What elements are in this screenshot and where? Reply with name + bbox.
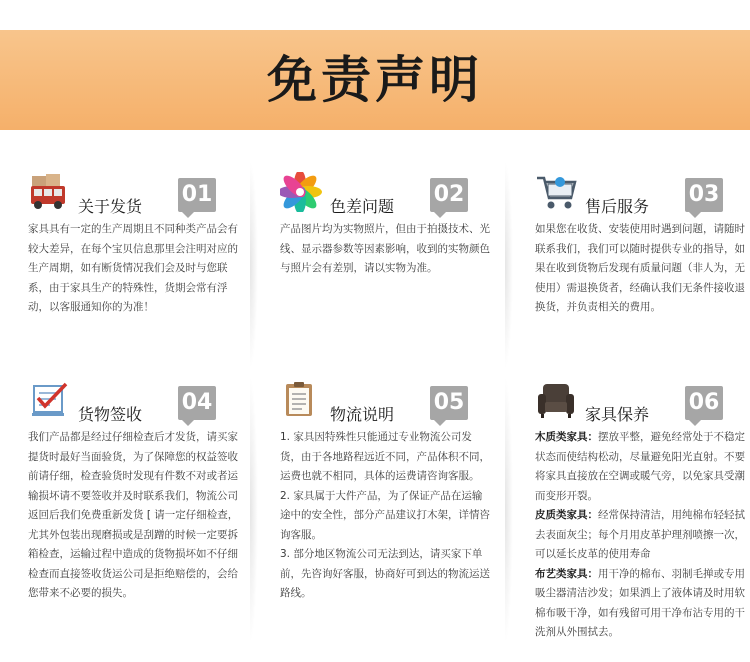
section-heading: 售后服务 [585,197,650,216]
section-body [28,428,240,604]
armchair-icon [535,380,577,420]
section-number-badge: 04 [178,386,216,420]
section-text: 家具具有一定的生产周期且不同种类产品会有较大差异，在每个宝贝信息那里会注明对应的生产周期，如有断货情况我们会及时与您联系，由于家具生产的特殊性，货期会常有浮动，以客服通知你的为准！ [28,223,238,313]
section-text: 产品图片均为实物照片，但由于拍摄技术、光线、显示器参数等因素影响，收到的实物颜色与照片会有差别，请以实物为准。 [280,223,490,274]
care-label: 皮质类家具： [535,509,598,521]
clipboard-icon [280,380,322,420]
checklist-icon [28,380,70,420]
color-palette-icon [280,172,322,212]
section-heading: 色差问题 [330,197,395,216]
section-number-badge: 02 [430,178,468,212]
section-text: 我们产品都是经过仔细检查后才发货，请买家提货时最好当面验货，为了保障您的权益签收前请仔细，检查验货时发现有件数不对或者运输损坏请不要签收并及时联系我们，物流公司返回后我们免费重新发货 [ 请一定仔细检查，尤其外包装出现磨损或是刮蹭的时候一定要拆箱检查，运输过程中造成的货物损坏如不仔细检查而直接签收货运公司是拒绝赔偿的，会给您带来不必要的损失。 [28,431,239,599]
care-label: 布艺类家具： [535,567,598,580]
section-body [535,220,747,318]
section-heading: 关于发货 [78,197,143,216]
section-text: 如果您在收货、安装使用时遇到问题，请随时联系我们，我们可以随时提供专业的指导，如果在收到货物后发现有质量问题（非人为，无使用）需退换货者，经确认我们无条件接收退换货，并负责相关的费用。 [535,223,745,313]
section-body [535,428,747,643]
page-title: 免责声明 [267,51,483,109]
section-color-difference [280,170,528,410]
section-after-sales [535,170,750,410]
section-heading: 货物签收 [78,405,143,424]
section-receipt [28,378,276,618]
section-number-badge: 01 [178,178,216,212]
section-heading: 家具保养 [585,405,650,424]
delivery-truck-icon [28,172,70,212]
section-number-badge: 05 [430,386,468,420]
care-text: 经常保持清洁，用纯棉布轻轻拭去表面灰尘；每个月用皮革护理剂喷擦一次，可以延长皮革的使用寿命 [535,509,745,560]
care-text: 用干净的棉布、羽制毛掸或专用吸尘器清洁沙发；如果洒上了液体请及时用软棉布吸干净，如有残留可用干净布沾专用的干洗剂从外围拭去。 [535,567,745,638]
care-item-wood [535,428,747,506]
section-paragraph: 3. 部分地区物流公司无法到达，请买家下单前，先咨询好客服，协商好可到达的物流运送路线。 [280,548,490,599]
section-logistics [280,378,528,618]
section-number-badge: 03 [685,178,723,212]
section-body [280,428,492,604]
section-paragraph: 2. 家具属于大件产品，为了保证产品在运输途中的安全性，部分产品建议打木架，详情咨询客服。 [280,489,490,541]
section-body [280,220,492,279]
section-delivery [28,170,276,410]
shopping-cart-icon [535,172,577,212]
care-text: 摆放平整，避免经常处于不稳定状态而使结构松动，尽量避免阳光直射。不要将家具直接放在空调或暖气旁，以免家具受潮而变形开裂。 [535,431,745,502]
section-furniture-care [535,378,750,638]
care-item-leather [535,506,747,565]
care-item-fabric [535,565,747,643]
section-number-badge: 06 [685,386,723,420]
section-body [28,220,240,318]
section-heading: 物流说明 [330,405,395,424]
section-paragraph: 1. 家具因特殊性只能通过专业物流公司发货，由于各地路程远近不同，产品体积不同，运费也就不相同，具体的运费请咨询客服。 [280,431,490,482]
care-label: 木质类家具： [535,431,598,443]
